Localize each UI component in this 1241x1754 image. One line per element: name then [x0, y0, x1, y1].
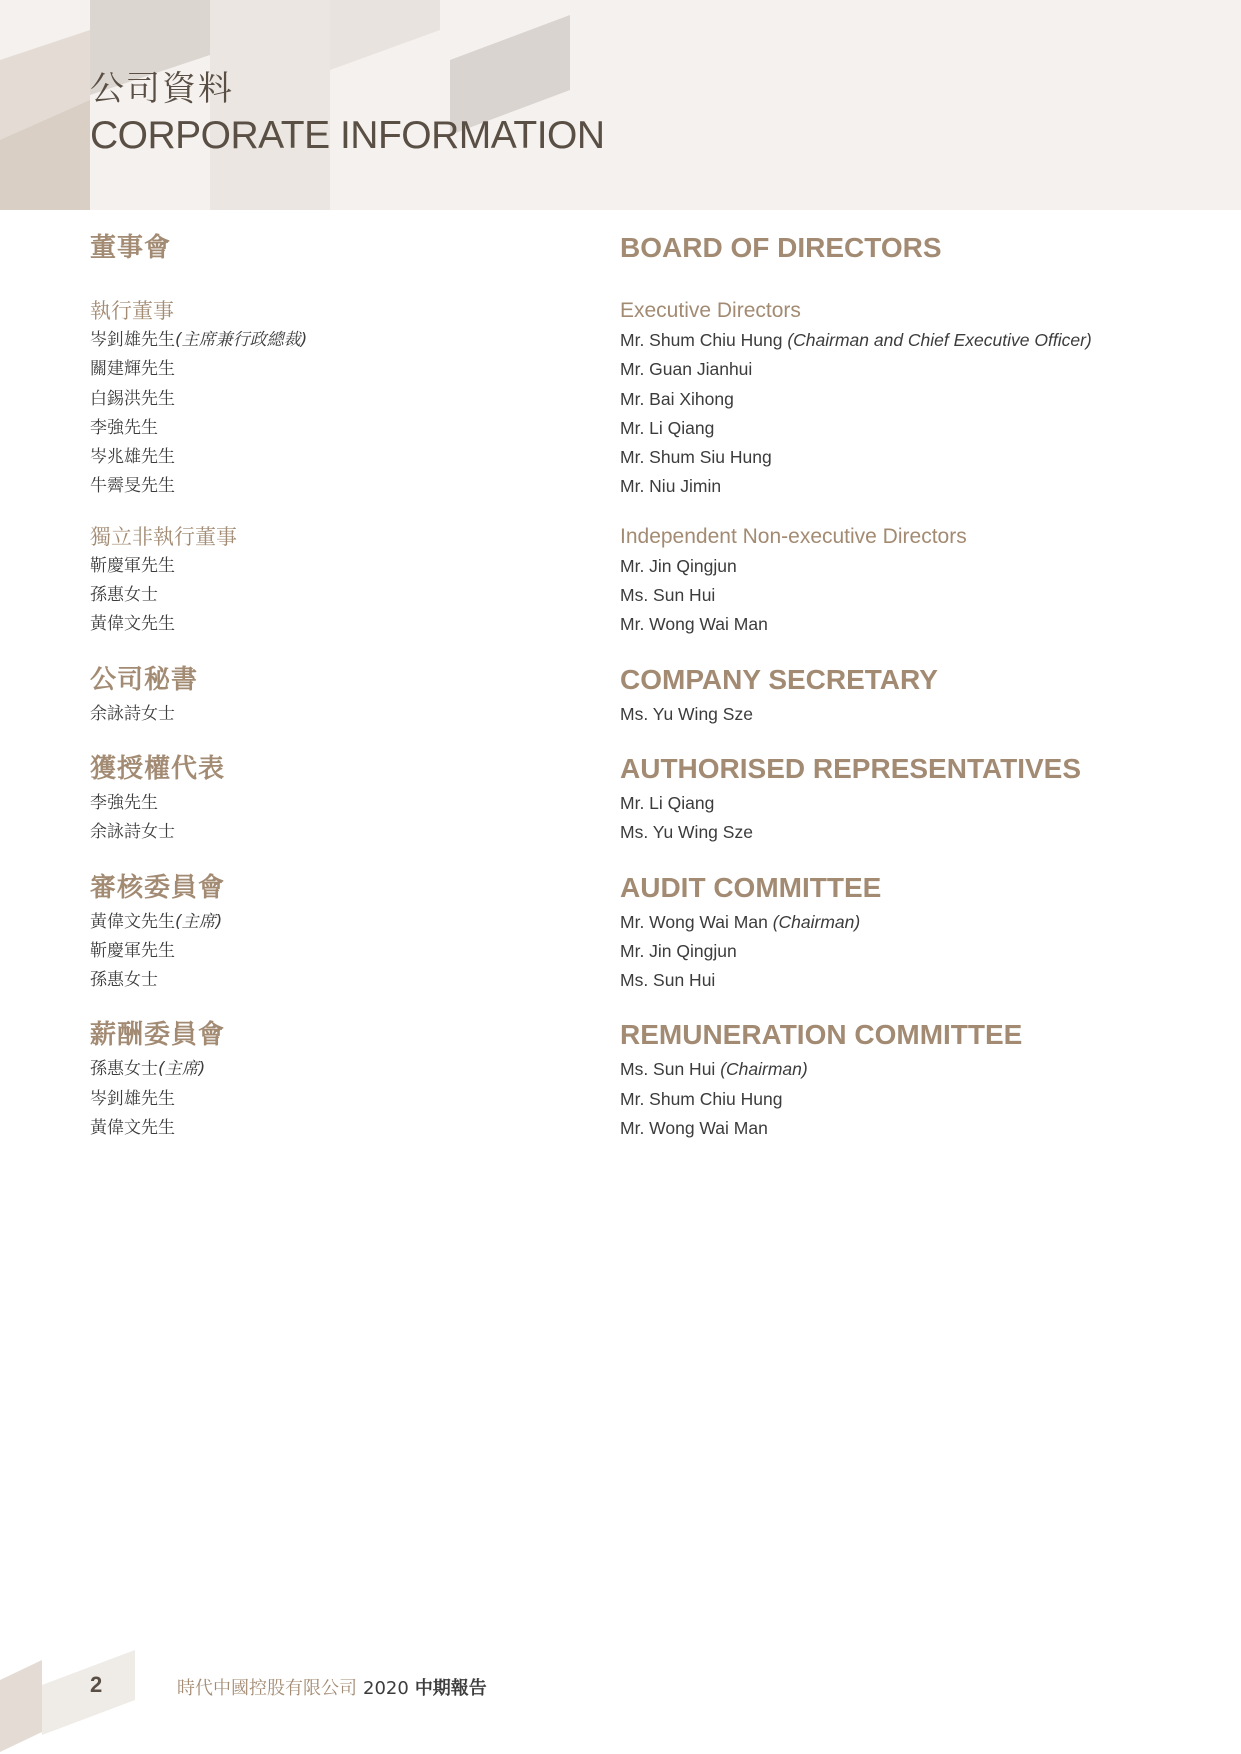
director-entry: Mr. Bai Xihong	[620, 388, 734, 409]
person-entry: 孫惠女士	[90, 970, 158, 991]
person-entry: Ms. Sun Hui	[620, 970, 716, 991]
person-entry: Mr. Wong Wai Man	[620, 1118, 768, 1139]
person-entry: 靳慶軍先生	[90, 940, 175, 961]
remun-section-en	[620, 1015, 1210, 1143]
subsection-title: 獨立非執行董事	[90, 524, 237, 549]
subsection-title: Independent Non-executive Directors	[620, 524, 967, 548]
footer-report-title	[177, 1674, 487, 1700]
director-entry: 孫惠女士	[90, 585, 158, 606]
director-entry: 岑釗雄先生(主席兼行政總裁)	[90, 330, 308, 350]
section-title: 薪酬委員會	[90, 1020, 226, 1051]
section-title: 公司秘書	[90, 664, 199, 695]
header-band	[0, 0, 1241, 210]
section-title: AUDIT COMMITTEE	[620, 871, 882, 903]
director-entry: Mr. Niu Jimin	[620, 476, 722, 497]
person-entry: Ms. Yu Wing Sze	[620, 703, 753, 724]
subsection-title: Executive Directors	[620, 299, 801, 322]
section-title: 董事會	[90, 233, 172, 263]
person-entry: 余詠詩女士	[90, 703, 175, 724]
director-entry: 岑兆雄先生	[90, 447, 175, 468]
footer-report: 中期報告	[414, 1678, 487, 1699]
director-entry: Mr. Guan Jianhui	[620, 359, 753, 380]
director-entry: 黃偉文先生	[90, 614, 175, 635]
person-entry: 黃偉文先生(主席)	[90, 911, 223, 932]
secretary-section-cn	[90, 660, 570, 729]
person-entry: Mr. Shum Chiu Hung	[620, 1088, 783, 1109]
page-title-cn: 公司資料	[90, 69, 234, 109]
board-section-cn	[90, 228, 570, 640]
secretary-section-en	[620, 660, 1210, 729]
page-title-en: CORPORATE INFORMATION	[90, 114, 605, 157]
subsection-title: 執行董事	[90, 299, 174, 323]
section-title: BOARD OF DIRECTORS	[620, 232, 942, 263]
section-title: 審核委員會	[90, 872, 226, 903]
person-entry: 余詠詩女士	[90, 822, 175, 843]
audit-section-en	[620, 868, 1210, 996]
footer-year: 2020	[363, 1678, 409, 1699]
director-entry: Mr. Jin Qingjun	[620, 555, 737, 576]
director-entry: 關建輝先生	[90, 359, 175, 380]
chinese-column	[90, 228, 570, 1143]
person-entry: Mr. Li Qiang	[620, 792, 715, 813]
person-entry: 黃偉文先生	[90, 1118, 175, 1139]
director-entry: 靳慶軍先生	[90, 555, 175, 576]
footer-company: 時代中國控股有限公司	[177, 1678, 357, 1699]
director-entry: 李強先生	[90, 417, 158, 438]
remun-section-cn	[90, 1015, 570, 1143]
person-entry: Mr. Jin Qingjun	[620, 940, 737, 961]
person-entry: 孫惠女士(主席)	[90, 1059, 206, 1080]
director-entry: Mr. Li Qiang	[620, 417, 715, 438]
director-entry: 牛霽旻先生	[90, 476, 175, 497]
director-entry: Mr. Shum Chiu Hung (Chairman and Chief Executive Officer)	[620, 330, 1092, 350]
director-entry: Mr. Shum Siu Hung	[620, 447, 772, 468]
section-title: AUTHORISED REPRESENTATIVES	[620, 752, 1082, 784]
person-entry: Ms. Sun Hui (Chairman)	[620, 1059, 808, 1080]
director-entry: Ms. Sun Hui	[620, 585, 716, 606]
person-entry: Ms. Yu Wing Sze	[620, 822, 753, 843]
section-title: REMUNERATION COMMITTEE	[620, 1019, 1023, 1051]
english-column	[620, 228, 1210, 1143]
section-title: COMPANY SECRETARY	[620, 663, 938, 695]
audit-section-cn	[90, 868, 570, 996]
director-entry: 白錫洪先生	[90, 388, 175, 409]
director-entry: Mr. Wong Wai Man	[620, 614, 768, 635]
person-entry: 李強先生	[90, 792, 158, 813]
auth-section-en	[620, 749, 1210, 848]
auth-section-cn	[90, 749, 570, 848]
person-entry: Mr. Wong Wai Man (Chairman)	[620, 911, 861, 932]
board-section-en	[620, 228, 1210, 640]
person-entry: 岑釗雄先生	[90, 1088, 175, 1109]
page-number: 2	[90, 1672, 103, 1697]
section-title: 獲授權代表	[90, 753, 226, 784]
page-title	[90, 68, 605, 160]
